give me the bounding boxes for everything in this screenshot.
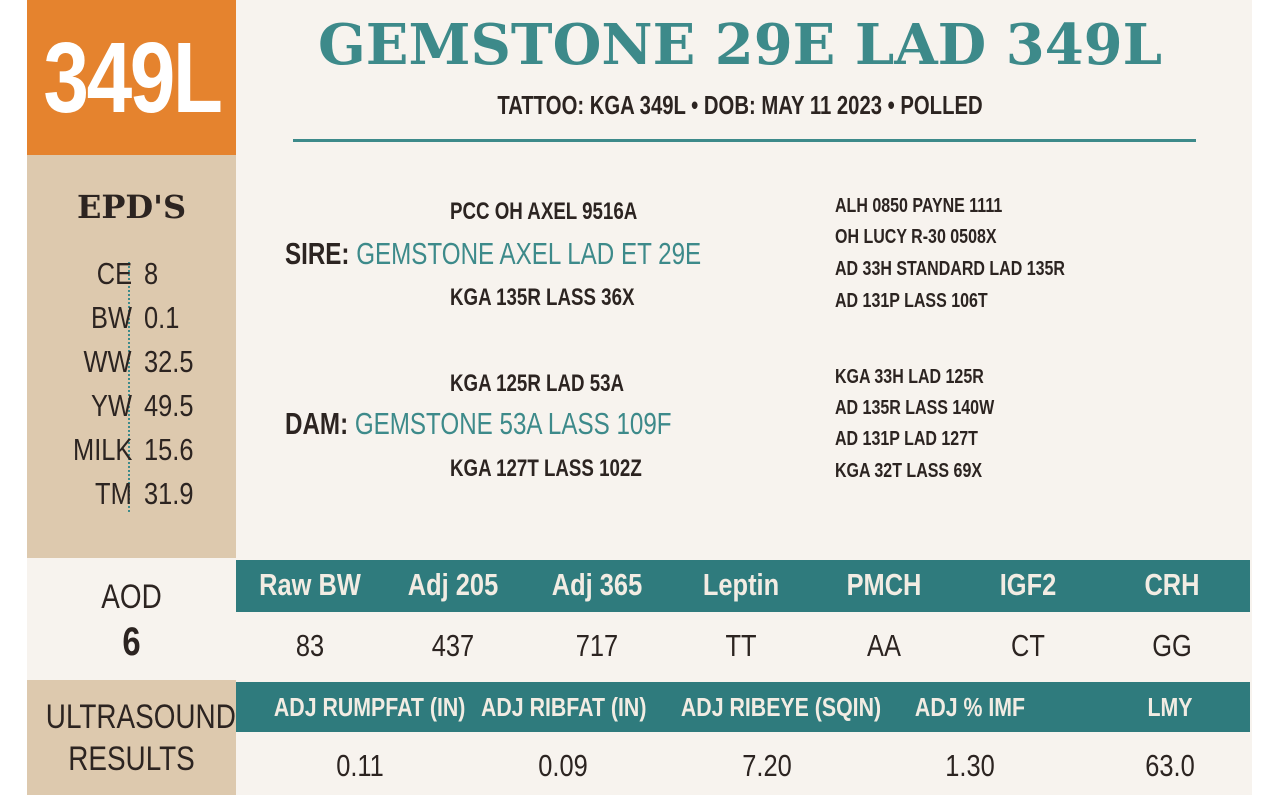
sire-grand-1: ALH 0850 PAYNE 1111 xyxy=(835,195,1003,217)
us-header-rumpfat: ADJ RUMPFAT (IN) xyxy=(273,692,466,722)
sire-line xyxy=(285,236,701,272)
perf-value-igf2: CT xyxy=(1011,628,1045,663)
epd-row-milk xyxy=(27,428,236,472)
us-value-imf: 1.30 xyxy=(945,748,995,783)
sire-sire: PCC OH AXEL 9516A xyxy=(450,198,638,225)
title-divider xyxy=(293,139,1196,142)
epd-label: BW xyxy=(91,300,132,335)
perf-header-adj-365: Adj 365 xyxy=(551,567,643,602)
perf-header-raw-bw: Raw BW xyxy=(259,567,361,602)
dam-line xyxy=(285,406,672,442)
epd-label: MILK xyxy=(72,432,132,467)
dam-grand-2: AD 135R LASS 140W xyxy=(835,397,995,419)
epd-row-yw xyxy=(27,384,236,428)
epd-title: EPD'S xyxy=(76,188,187,226)
sire-grand-2: OH LUCY R-30 0508X xyxy=(835,226,997,248)
perf-value-crh: GG xyxy=(1152,628,1192,663)
us-header-imf: ADJ % IMF xyxy=(914,692,1026,722)
sire-grand-3: AD 33H STANDARD LAD 135R xyxy=(835,258,1065,280)
ultrasound-label-line2: RESULTS xyxy=(68,740,195,778)
us-header-lmy: LMY xyxy=(1147,692,1193,722)
epd-label: YW xyxy=(91,388,132,423)
epd-label: CE xyxy=(96,256,132,291)
epd-row-tm xyxy=(27,472,236,516)
epd-value: 49.5 xyxy=(144,388,194,423)
sire-grand-4: AD 131P LASS 106T xyxy=(835,290,988,312)
animal-name-title: GEMSTONE 29E LAD 349L xyxy=(317,12,1163,78)
perf-header-igf2: IGF2 xyxy=(999,567,1057,602)
perf-value-raw-bw: 83 xyxy=(295,628,325,663)
lot-number: 349L xyxy=(42,21,221,134)
sire-dam: KGA 135R LASS 36X xyxy=(450,284,635,311)
dam-grand-1: KGA 33H LAD 125R xyxy=(835,366,984,388)
dam-grand-3: AD 131P LAD 127T xyxy=(835,428,978,450)
sire-label: SIRE: xyxy=(285,236,350,271)
perf-value-pmch: AA xyxy=(867,628,901,663)
us-value-lmy: 63.0 xyxy=(1145,748,1195,783)
epd-row-ww xyxy=(27,340,236,384)
aod-label: AOD xyxy=(101,578,162,616)
dam-grand-4: KGA 32T LASS 69X xyxy=(835,460,983,482)
epd-value: 31.9 xyxy=(144,476,194,511)
animal-subtitle: TATTOO: KGA 349L • DOB: MAY 11 2023 • POLLED xyxy=(497,90,983,120)
aod-value: 6 xyxy=(122,620,141,664)
us-value-ribfat: 0.09 xyxy=(538,748,588,783)
us-header-ribeye: ADJ RIBEYE (SQIN) xyxy=(680,692,882,722)
perf-header-adj-205: Adj 205 xyxy=(407,567,499,602)
epd-label: TM xyxy=(95,476,132,511)
epd-value: 8 xyxy=(144,256,159,291)
perf-value-adj-365: 717 xyxy=(575,628,619,663)
sire-name: GEMSTONE AXEL LAD ET 29E xyxy=(356,236,702,271)
epd-value: 15.6 xyxy=(144,432,194,467)
epd-value: 32.5 xyxy=(144,344,194,379)
perf-header-pmch: PMCH xyxy=(846,567,922,602)
perf-value-adj-205: 437 xyxy=(431,628,475,663)
dam-name: GEMSTONE 53A LASS 109F xyxy=(354,406,672,441)
epd-row-bw xyxy=(27,296,236,340)
epd-value: 0.1 xyxy=(144,300,180,335)
perf-value-leptin: TT xyxy=(725,628,757,663)
epd-label: WW xyxy=(84,344,132,379)
dam-sire: KGA 125R LAD 53A xyxy=(450,370,625,397)
ultrasound-label-line1: ULTRASOUND xyxy=(45,698,236,736)
perf-header-crh: CRH xyxy=(1144,567,1200,602)
dam-label: DAM: xyxy=(285,406,349,441)
dam-dam: KGA 127T LASS 102Z xyxy=(450,455,642,482)
perf-header-leptin: Leptin xyxy=(702,567,780,602)
lot-number-box xyxy=(27,0,236,155)
us-header-ribfat: ADJ RIBFAT (IN) xyxy=(481,692,647,722)
us-value-rumpfat: 0.11 xyxy=(336,748,384,783)
epd-row-ce xyxy=(27,252,236,296)
us-value-ribeye: 7.20 xyxy=(742,748,792,783)
